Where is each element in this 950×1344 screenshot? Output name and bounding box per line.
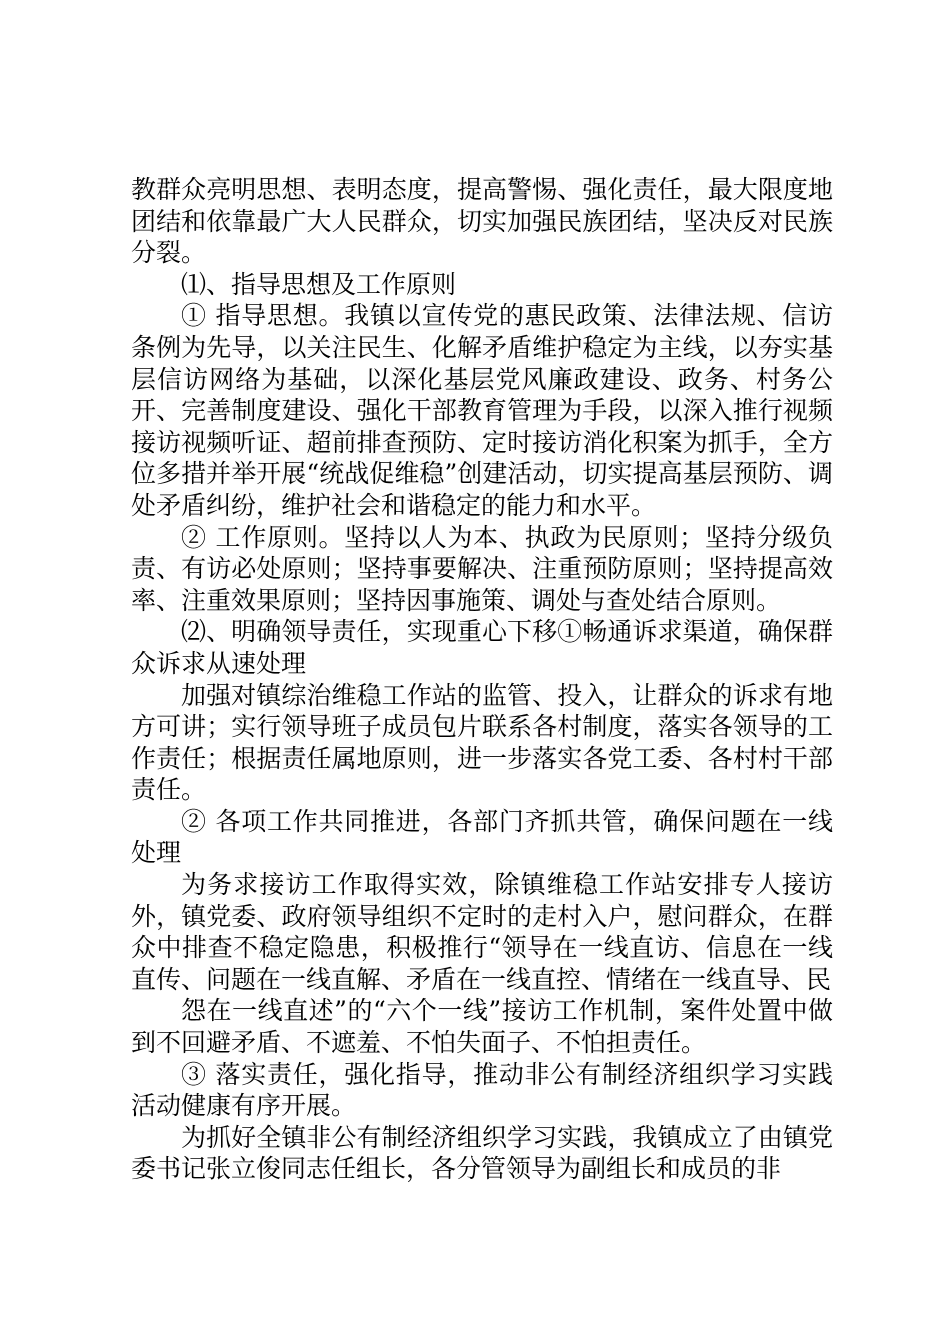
paragraph-10-heading: ③ 落实责任，强化指导，推动非公有制经济组织学习实践活动健康有序开展。 xyxy=(131,1059,833,1121)
paragraph-1: 教群众亮明思想、表明态度，提高警惕、强化责任，最大限度地团结和依靠最广大人民群众，切实加强民族团结，坚决反对民族分裂。 xyxy=(131,175,833,268)
paragraph-8: 为务求接访工作取得实效，除镇维稳工作站安排专人接访外，镇党委、政府领导组织不定时的走村入户，慰问群众，在群众中排查不稳定隐患，积极推行“领导在一线直访、信息在一线直传、问题在一线直解、矛盾在一线直控、情绪在一线直导、民 xyxy=(131,870,833,994)
paragraph-6: 加强对镇综治维稳工作站的监管、投入，让群众的诉求有地方可讲；实行领导班子成员包片联系各村制度，落实各领导的工作责任；根据责任属地原则，进一步落实各党工委、各村村干部责任。 xyxy=(131,680,833,805)
document-body xyxy=(131,174,833,1185)
paragraph-5-heading: ⑵、明确领导责任，实现重心下移①畅通诉求渠道，确保群众诉求从速处理 xyxy=(131,617,833,678)
paragraph-4-work-principles: ② 工作原则。坚持以人为本、执政为民原则；坚持分级负责、有访必处原则；坚持事要解决、注重预防原则；坚持提高效率、注重效果原则；坚持因事施策、调处与查处结合原则。 xyxy=(131,522,833,615)
paragraph-11: 为抓好全镇非公有制经济组织学习实践，我镇成立了由镇党委书记张立俊同志任组长，各分管领导为副组长和成员的非 xyxy=(131,1122,833,1184)
paragraph-3-guiding-thought: ① 指导思想。我镇以宣传党的惠民政策、法律法规、信访条例为先导，以关注民生、化解矛盾维护稳定为主线，以夯实基层信访网络为基础，以深化基层党风廉政建设、政务、村务公开、完善制度建设、强化干部教育管理为手段，以深入推行视频接访视频听证、超前排查预防、定时接访消化积案为抓手，全方位多措并举开展“统战促维稳”创建活动，切实提高基层预防、调处矛盾纠纷，维护社会和谐稳定的能力和水平。 xyxy=(131,301,833,520)
paragraph-2-heading: ⑴、指导思想及工作原则 xyxy=(181,269,457,299)
paragraph-7-heading: ② 各项工作共同推进，各部门齐抓共管，确保问题在一线处理 xyxy=(131,806,833,868)
paragraph-9: 怨在一线直述”的“六个一线”接访工作机制，案件处置中做到不回避矛盾、不遮羞、不怕失面子、不怕担责任。 xyxy=(131,996,833,1058)
